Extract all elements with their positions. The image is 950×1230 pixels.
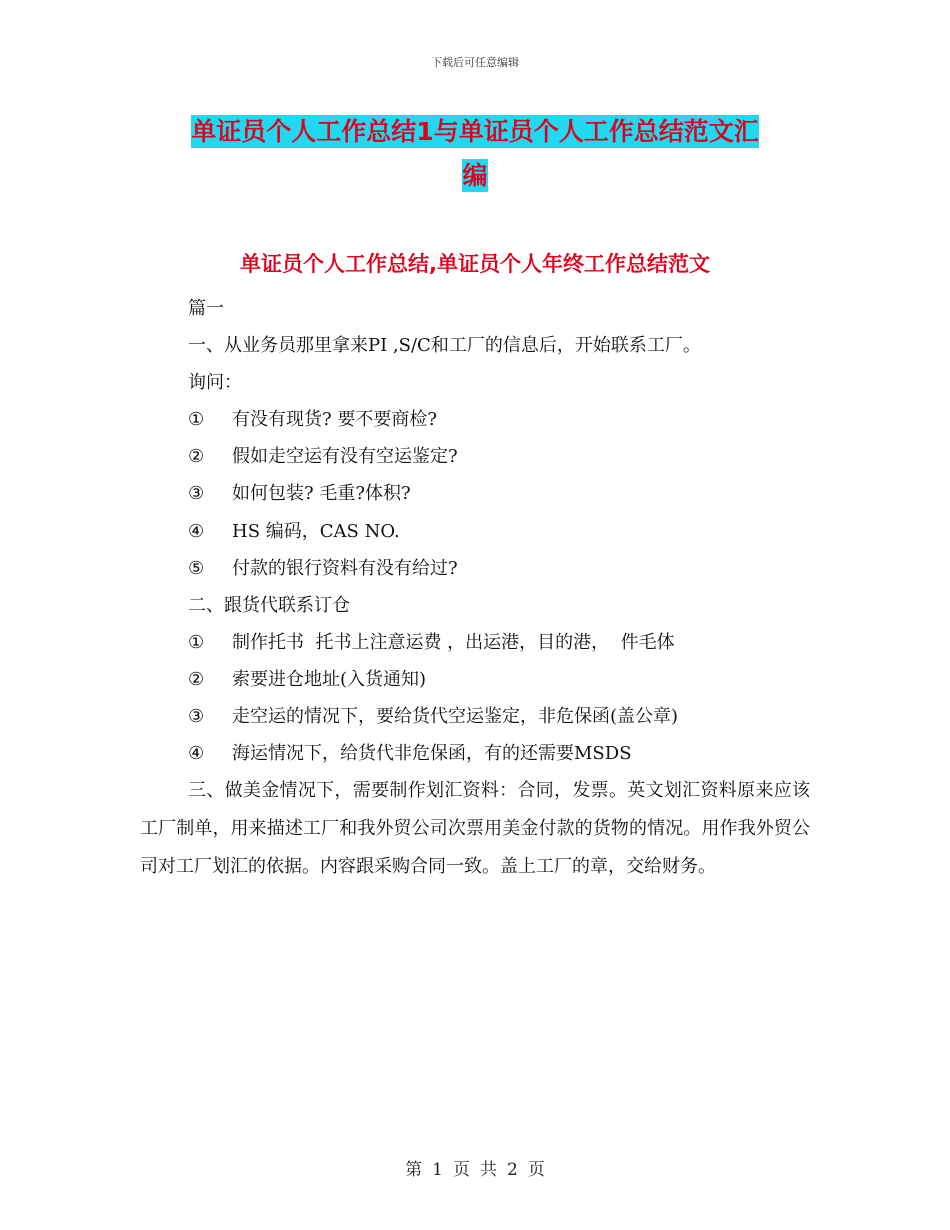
- list-text: 海运情况下，给货代非危保函，有的还需要MSDS: [232, 743, 632, 764]
- item3-paragraph: 三、做美金情况下，需要制作划汇资料：合同，发票。英文划汇资料原来应该工厂制单，用来描述工厂和我外贸公司次票用美金付款的货物的情况。用作我外贸公司对工厂划汇的依据。内容跟采购合同一致。盖上工厂的章，交给财务。: [140, 780, 810, 877]
- header-note: 下载后可任意编辑: [431, 56, 519, 69]
- list-item: [188, 668, 426, 692]
- list-number: ⑤: [188, 558, 205, 579]
- list-item: [188, 520, 400, 544]
- item1-heading: 一、从业务员那里拿来PI ,S/C和工厂的信息后，开始联系工厂。: [188, 335, 701, 356]
- list-number: ①: [188, 632, 205, 653]
- item1-sub: 询问：: [188, 372, 242, 393]
- title-line-1: 单证员个人工作总结1与单证员个人工作总结范文汇: [191, 117, 759, 146]
- list-item: [188, 705, 678, 729]
- list-text: 付款的银行资料有没有给过?: [232, 558, 458, 579]
- list-number: ③: [188, 483, 205, 504]
- list-item: [188, 408, 437, 432]
- footer-total-suffix: 页: [527, 1160, 545, 1180]
- list-text: 索要进仓地址(入货通知): [232, 669, 427, 690]
- list-text: 有没有现货? 要不要商检?: [232, 409, 438, 430]
- list-number: ②: [188, 446, 205, 467]
- list-item: [188, 445, 458, 469]
- list-item: [188, 631, 675, 655]
- title-line-2: 编: [462, 161, 488, 190]
- list-number: ④: [188, 743, 205, 764]
- list-text: 走空运的情况下，要给货代空运鉴定，非危保函(盖公章): [232, 706, 679, 727]
- page-footer: [0, 1155, 950, 1180]
- list-text: 制作托书 托书上注意运费 ，出运港，目的港， 件毛体: [232, 632, 675, 653]
- section-label: 篇一: [188, 298, 224, 319]
- list-text: 假如走空运有没有空运鉴定?: [232, 446, 458, 467]
- list-item: [188, 482, 411, 506]
- footer-total-prefix: 共: [480, 1160, 497, 1180]
- list-number: ②: [188, 669, 205, 690]
- list-number: ④: [188, 521, 205, 542]
- list-text: HS 编码，CAS NO.: [232, 521, 400, 542]
- footer-total-number: 2: [507, 1160, 518, 1180]
- document-subtitle: 单证员个人工作总结,单证员个人年终工作总结范文: [240, 252, 710, 276]
- document-title: [140, 110, 810, 198]
- list-number: ①: [188, 409, 205, 430]
- item2-heading: 二、跟货代联系订仓: [188, 595, 350, 616]
- list-item: [188, 742, 632, 766]
- list-number: ③: [188, 706, 205, 727]
- list-item: [188, 557, 458, 581]
- footer-page-mid: 页: [453, 1160, 470, 1180]
- list-text: 如何包装? 毛重?体积?: [232, 483, 411, 504]
- footer-page-prefix: 第: [405, 1160, 423, 1180]
- footer-page-number: 1: [432, 1160, 443, 1180]
